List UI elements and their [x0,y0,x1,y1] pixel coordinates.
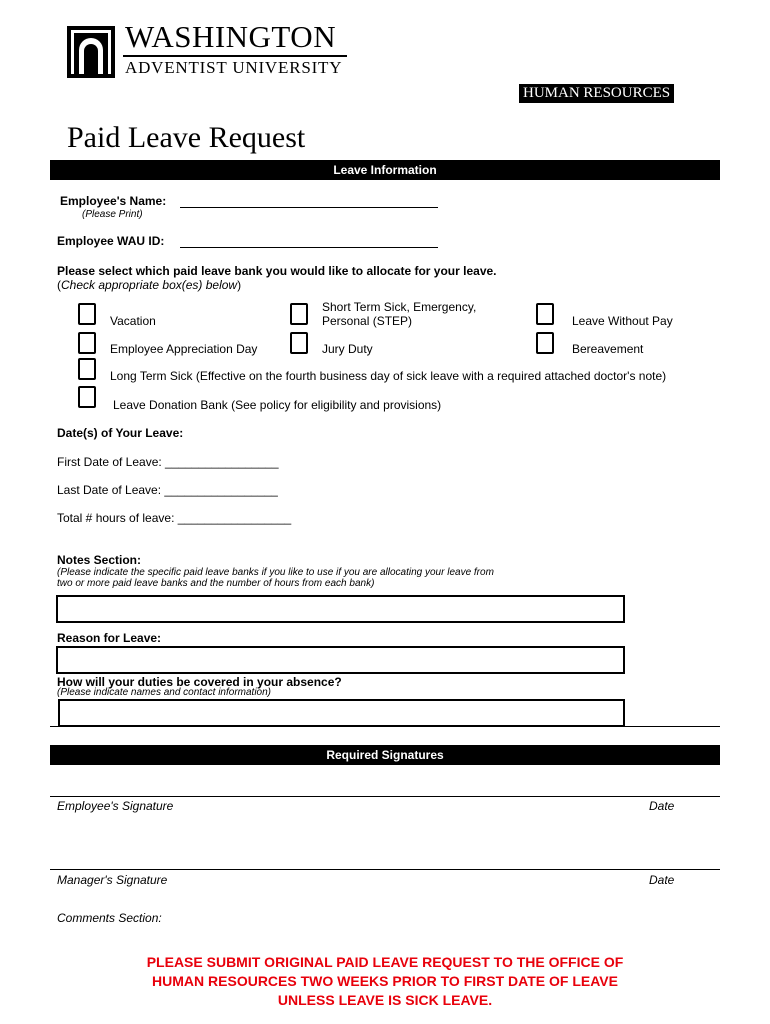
bereavement-checkbox[interactable] [536,332,554,354]
university-arch-logo-icon [67,26,115,78]
jury-duty-checkbox[interactable] [290,332,308,354]
leave-bank-prompt: Please select which paid leave bank you would like to allocate for your leave. [57,264,497,278]
step-checkbox[interactable] [290,303,308,325]
step-label-line1: Short Term Sick, Emergency, [322,300,477,314]
employee-signature-line[interactable] [50,796,720,797]
logo-title: WASHINGTON [125,19,337,54]
notes-input[interactable] [56,595,625,623]
notice-line2: HUMAN RESOURCES TWO WEEKS PRIOR TO FIRST DATE OF LEAVE [152,973,618,989]
donation-bank-checkbox[interactable] [78,386,96,408]
last-date-field[interactable]: Last Date of Leave: _________________ [57,483,278,497]
employee-name-field[interactable] [180,207,438,208]
logo-subtitle: ADVENTIST UNIVERSITY [125,58,343,77]
department-badge: HUMAN RESOURCES [519,84,674,103]
notes-label: Notes Section: [57,553,142,567]
employee-signature-label: Employee's Signature [57,799,174,813]
manager-date-label: Date [649,873,675,887]
employee-name-hint: (Please Print) [82,209,143,220]
logo-divider [123,55,347,57]
employee-name-label: Employee's Name: [60,194,167,208]
leave-bank-hint: (Check appropriate box(es) below) [57,278,242,292]
step-label-line2: Personal (STEP) [322,314,413,328]
dates-label: Date(s) of Your Leave: [57,426,184,440]
vacation-checkbox[interactable] [78,303,96,325]
bereavement-label: Bereavement [572,342,644,356]
leave-information-header: Leave Information [50,160,720,180]
reason-input[interactable] [56,646,625,674]
required-signatures-header: Required Signatures [50,745,720,765]
leave-without-pay-checkbox[interactable] [536,303,554,325]
notice-line1: PLEASE SUBMIT ORIGINAL PAID LEAVE REQUEST TO THE OFFICE OF [146,954,624,970]
leave-without-pay-label: Leave Without Pay [572,314,673,328]
page-title: Paid Leave Request [67,121,306,154]
jury-duty-label: Jury Duty [322,342,373,356]
employee-id-label: Employee WAU ID: [57,234,165,248]
coverage-label: How will your duties be covered in your absence? [57,675,342,689]
first-date-field[interactable]: First Date of Leave: _________________ [57,455,279,469]
notes-hint-line1: (Please indicate the specific paid leave banks if you like to use if you are allocating your leave from [57,567,494,578]
manager-signature-label: Manager's Signature [57,873,168,887]
employee-date-label: Date [649,799,675,813]
total-hours-field[interactable]: Total # hours of leave: _________________ [57,511,292,525]
reason-label: Reason for Leave: [57,631,162,645]
appreciation-day-label: Employee Appreciation Day [110,342,258,356]
notes-hint-line2: two or more paid leave banks and the number of hours from each bank) [57,578,375,589]
coverage-hint: (Please indicate names and contact information) [57,687,272,698]
section-divider [50,726,720,727]
comments-label: Comments Section: [57,911,162,925]
submission-notice [0,953,770,1010]
appreciation-day-checkbox[interactable] [78,332,96,354]
coverage-input[interactable] [58,699,625,727]
donation-bank-label: Leave Donation Bank (See policy for eligibility and provisions) [113,398,442,412]
long-term-sick-checkbox[interactable] [78,358,96,380]
long-term-sick-label: Long Term Sick (Effective on the fourth business day of sick leave with a required attached doctor's note) [110,369,667,383]
vacation-label: Vacation [110,314,156,328]
manager-signature-line[interactable] [50,869,720,870]
notice-line3: UNLESS LEAVE IS SICK LEAVE. [277,992,493,1008]
employee-id-field[interactable] [180,247,438,248]
